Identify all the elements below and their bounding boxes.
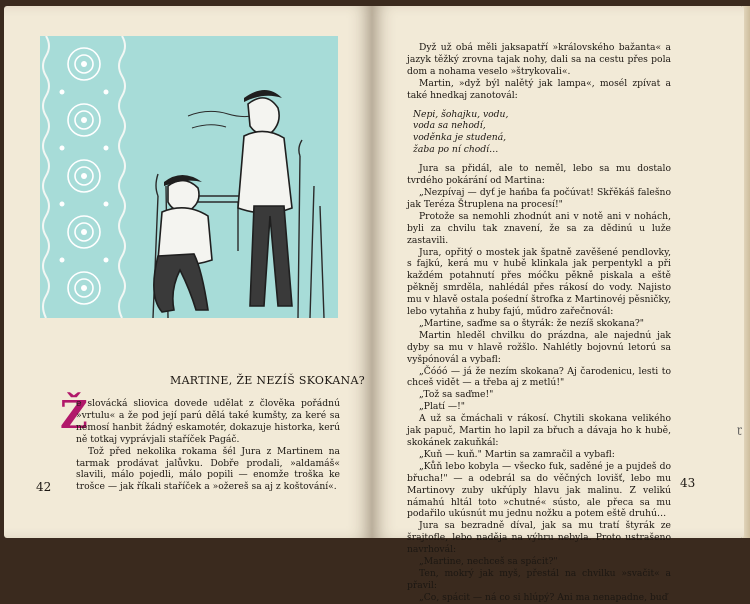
paragraph: e slovácká sliovica dovede udělat z člověka pořádnú »vrtulu« a že pod její parú dělá také kumšty, za keré sa nemosí hanbit žádný eskamotér, dokazuje historka, kerú ně totkaj vyprávjali staříček Pagáč. <box>76 398 340 445</box>
paragraph: „Tož sa saďme!" <box>419 389 494 401</box>
paragraph: „Kuň — kuň." Martin sa zamračil a vybafl: <box>419 448 615 460</box>
page-number-right: 43 <box>680 476 696 490</box>
paragraph: Martin, »dyž býl nalětý jak lampa«, mosél zpívat a také hnedkaj zanotovál: <box>407 77 671 101</box>
paragraph: „Kůň lebo kobyla — všecko fuk, saděné je a pujdeš do břucha!" — a odebrál sa do věčných lovišť, lebo mu Martinovy zuby ukřúply hlavu jak malinu. Z velikú námahú hltál toto »chutné« sústo, ale přeca sa mu podařilo ukúsnút mu jednu nožku a potem eště druhú… <box>407 460 671 520</box>
right-page-text <box>407 42 671 604</box>
paragraph: „Platí —!" <box>419 401 466 413</box>
paragraph: Martin hleděl chvilku do prázdna, ale najednú jak dyby sa mu v hlavě rožšlo. Nahlétly bojovnú letorú sa vyšpónovál a vybafl: <box>407 329 671 365</box>
two-men-drawing <box>128 36 338 318</box>
verse-line: voděnka je studená, <box>413 132 507 144</box>
paragraph: Protože sa nemohli zhodnút ani v notě ani v nohách, byli za chvilu tak znavení, že sa za dědinú u luže zastavili. <box>407 210 671 246</box>
paragraph: „Nezpívaj — dyť je hańba ťa počúvat! Skřěkáš falešno jak Teréza Štruplena na procesí!" <box>407 186 671 210</box>
margin-mark: ɽ <box>737 425 742 436</box>
paragraph: „Co, spácit — ná co si hlúpý? Ani ma nenapadne, buď <box>419 591 668 603</box>
paragraph: Dyž už obá měli jaksapatří »královského bažanta« a jazyk těžký zrovna tajak nohy, dali sa na cestu přes pola dom a nohama veselo »štrykovali«. <box>407 42 671 77</box>
verse-line: žaba po ní chodí… <box>413 144 499 156</box>
chapter-title: MARTINE, ŽE NEZÍŠ SKOKANA? <box>170 374 365 387</box>
paragraph: Ten, mokrý jak myš, přestál na chvilku »svačit« a přavil: <box>407 567 671 591</box>
paragraph: „Čóóó — já že nezím skokana? Aj čarodenicu, lesti to chceš vidět — a třeba aj z metlú!" <box>407 365 671 389</box>
paragraph: A už sa čmáchali v rákosí. Chytili skokana velikého jak papuč, Martin ho lapil za břuch a dávaja ho k hubě, skokánek zakuňkál: <box>407 413 671 448</box>
drop-cap: Ž <box>60 392 88 437</box>
left-page-text <box>76 398 340 493</box>
paragraph: „Martine, saďme sa o štyrák: že nezíš skokana?" <box>419 317 644 329</box>
verse-line: voda sa nehodí, <box>413 120 486 132</box>
song-verse <box>413 109 671 157</box>
paragraph: „Martine, nechceš sa spácit?" <box>419 556 558 568</box>
paragraph: Jura sa bezradně díval, jak sa mu tratí štyrák ze šrajtofle, lebo naděja na výhru nebyla. Proto ustrašeno navrhovál: <box>407 520 671 556</box>
illustration <box>40 36 338 318</box>
page-number-left: 42 <box>36 480 52 494</box>
folk-ornament-border <box>40 36 132 318</box>
paragraph: Tož před nekolika rokama šél Jura z Martinem na tarmak prodávat jalůvku. Dobře prodali, »aldamáš« slavili, málo pojedli, málo popili — enomže troška ke trošce — jak říkali staříček a »ožereš sa aj z koštování«. <box>76 445 340 493</box>
paragraph: Jura, opřitý o mostek jak špatně zavěšené pendlovky, s fajkú, kerá mu v hubě klinkala jak perpentykl a při každém potahnutí přes móčku pěkně piskala a eště pěkněj smrděla, nahlédál přes rákosí do vody. Najisto mu v hlavě ostala pośední štrofka z Martinovéj pěsničky, lebo vytahňa z huby fajú, műdro zařečnovál: <box>407 246 671 318</box>
paragraph: Jura sa přidál, ale to neměl, lebo sa mu dostalo tvrdého pokárání od Martina: <box>407 163 671 187</box>
verse-line: Nepi, šohajku, vodu, <box>413 108 509 120</box>
